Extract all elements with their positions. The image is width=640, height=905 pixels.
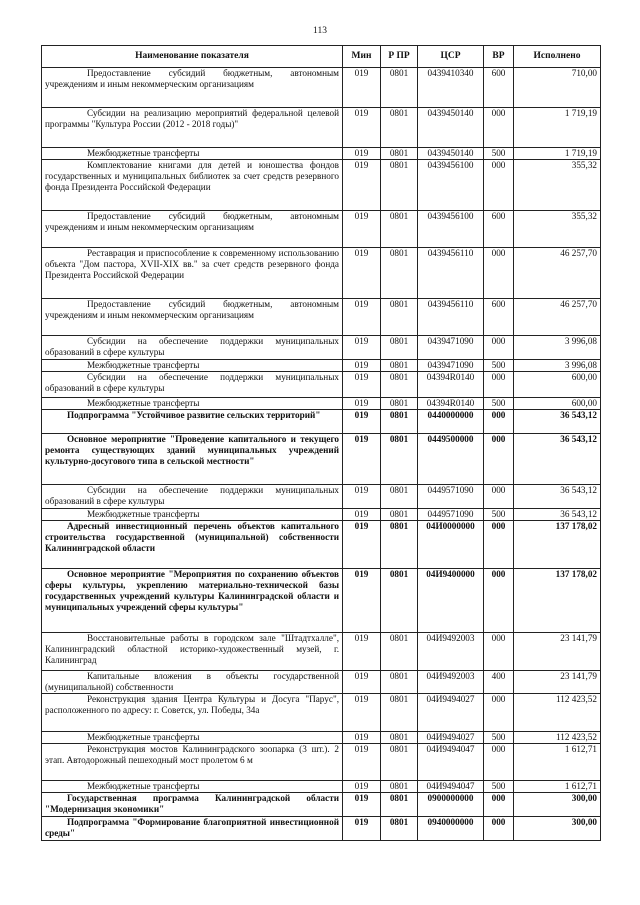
table-row [42,817,601,841]
row-done: 36 543,12 [514,410,601,434]
row-done: 3 996,08 [514,360,601,372]
table-row [42,633,601,671]
header-row [42,46,601,68]
row-min: 019 [343,732,381,744]
row-vr: 000 [484,633,514,671]
table-row [42,248,601,299]
row-min: 019 [343,211,381,248]
row-done: 36 543,12 [514,434,601,485]
table-row [42,694,601,732]
row-csr: 0439450140 [418,148,484,160]
row-rpr: 0801 [381,569,418,633]
row-csr: 04И0000000 [418,521,484,569]
row-csr: 0439456100 [418,160,484,211]
row-min: 019 [343,360,381,372]
row-min: 019 [343,793,381,817]
row-done: 137 178,02 [514,569,601,633]
row-name: Межбюджетные трансферты [42,148,343,160]
row-csr: 0449500000 [418,434,484,485]
row-csr: 0900000000 [418,793,484,817]
row-min: 019 [343,694,381,732]
row-csr: 0439450140 [418,108,484,148]
row-done: 23 141,79 [514,671,601,694]
row-csr: 0439471090 [418,360,484,372]
row-done: 710,00 [514,68,601,108]
table-row [42,211,601,248]
row-csr: 04И9494027 [418,694,484,732]
table-row [42,108,601,148]
row-name: Подпрограмма "Устойчивое развитие сельских территорий" [42,410,343,434]
row-vr: 000 [484,372,514,398]
budget-table [41,45,601,841]
row-name: Межбюджетные трансферты [42,398,343,410]
row-vr: 000 [484,817,514,841]
row-name: Межбюджетные трансферты [42,781,343,793]
row-csr: 0439456110 [418,299,484,336]
row-rpr: 0801 [381,248,418,299]
row-name: Субсидии на обеспечение поддержки муниципальных образований в сфере культуры [42,485,343,509]
row-done: 1 612,71 [514,781,601,793]
table-row [42,148,601,160]
row-name: Восстановительные работы в городском зале "Штадтхалле", Калининградский областной историко-художественный музей, г. Калининград [42,633,343,671]
table-row [42,434,601,485]
row-name: Межбюджетные трансферты [42,732,343,744]
row-rpr: 0801 [381,694,418,732]
row-vr: 000 [484,485,514,509]
row-done: 46 257,70 [514,299,601,336]
row-name: Государственная программа Калининградской области "Модернизация экономики" [42,793,343,817]
row-name: Основное мероприятие "Проведение капитального и текущего ремонта существующих зданий муниципальных учреждений культурно-досугового типа в сельской местности" [42,434,343,485]
table-row [42,336,601,360]
row-csr: 04И9494047 [418,781,484,793]
row-min: 019 [343,372,381,398]
row-csr: 0439410340 [418,68,484,108]
row-csr: 0940000000 [418,817,484,841]
row-vr: 000 [484,521,514,569]
table-row [42,671,601,694]
row-name: Межбюджетные трансферты [42,509,343,521]
row-csr: 04394R0140 [418,372,484,398]
row-rpr: 0801 [381,211,418,248]
row-done: 112 423,52 [514,694,601,732]
row-done: 112 423,52 [514,732,601,744]
row-vr: 500 [484,781,514,793]
row-csr: 04394R0140 [418,398,484,410]
row-csr: 0439456100 [418,211,484,248]
table-row [42,372,601,398]
row-vr: 600 [484,211,514,248]
row-csr: 0439471090 [418,336,484,360]
row-vr: 500 [484,732,514,744]
row-min: 019 [343,398,381,410]
row-vr: 000 [484,569,514,633]
table-row [42,521,601,569]
row-name: Межбюджетные трансферты [42,360,343,372]
row-rpr: 0801 [381,410,418,434]
row-min: 019 [343,633,381,671]
row-name: Подпрограмма "Формирование благоприятной инвестиционной среды" [42,817,343,841]
row-csr: 0449571090 [418,509,484,521]
header-csr: ЦСР [418,46,484,68]
row-vr: 000 [484,108,514,148]
row-name: Субсидии на обеспечение поддержки муниципальных образований в сфере культуры [42,372,343,398]
row-done: 1 612,71 [514,744,601,781]
row-done: 23 141,79 [514,633,601,671]
row-csr: 0440000000 [418,410,484,434]
row-rpr: 0801 [381,521,418,569]
table-row [42,485,601,509]
header-name: Наименование показателя [42,46,343,68]
row-rpr: 0801 [381,68,418,108]
row-vr: 000 [484,248,514,299]
table-row [42,299,601,336]
header-rpr: Р ПР [381,46,418,68]
table-row [42,68,601,108]
row-csr: 0449571090 [418,485,484,509]
row-min: 019 [343,108,381,148]
row-min: 019 [343,509,381,521]
row-vr: 000 [484,694,514,732]
row-done: 600,00 [514,398,601,410]
row-vr: 000 [484,160,514,211]
row-rpr: 0801 [381,485,418,509]
row-min: 019 [343,569,381,633]
row-done: 46 257,70 [514,248,601,299]
table-row [42,569,601,633]
row-min: 019 [343,817,381,841]
table-row [42,793,601,817]
row-name: Субсидии на обеспечение поддержки муниципальных образований в сфере культуры [42,336,343,360]
row-name: Основное мероприятие "Мероприятия по сохранению объектов сферы культуры, укреплению материально-технической базы государственных учреждений культуры Калининградской области и муниципальных учреждений сферы культуры" [42,569,343,633]
row-vr: 600 [484,299,514,336]
row-rpr: 0801 [381,398,418,410]
row-vr: 000 [484,434,514,485]
row-rpr: 0801 [381,372,418,398]
table-row [42,360,601,372]
table-row [42,781,601,793]
row-min: 019 [343,485,381,509]
row-csr: 0439456110 [418,248,484,299]
row-rpr: 0801 [381,732,418,744]
row-vr: 600 [484,68,514,108]
row-vr: 500 [484,398,514,410]
header-vr: ВР [484,46,514,68]
row-vr: 500 [484,360,514,372]
row-min: 019 [343,744,381,781]
row-vr: 000 [484,744,514,781]
row-name: Предоставление субсидий бюджетным, автономным учреждениям и иным некоммерческим организациям [42,68,343,108]
row-rpr: 0801 [381,817,418,841]
table-row [42,509,601,521]
row-name: Адресный инвестиционный перечень объектов капитального строительства государственной (муниципальной) собственности Калининградской области [42,521,343,569]
row-vr: 000 [484,336,514,360]
row-vr: 500 [484,148,514,160]
row-csr: 04И9492003 [418,671,484,694]
row-csr: 04И9400000 [418,569,484,633]
table-row [42,732,601,744]
row-done: 36 543,12 [514,509,601,521]
row-vr: 000 [484,410,514,434]
row-rpr: 0801 [381,360,418,372]
row-min: 019 [343,671,381,694]
row-done: 300,00 [514,793,601,817]
row-name: Реконструкция здания Центра Культуры и Досуга "Парус", расположенного по адресу: г. Советск, ул. Победы, 34а [42,694,343,732]
row-done: 300,00 [514,817,601,841]
row-rpr: 0801 [381,336,418,360]
row-done: 36 543,12 [514,485,601,509]
row-min: 019 [343,434,381,485]
row-min: 019 [343,248,381,299]
row-name: Капитальные вложения в объекты государственной (муниципальной) собственности [42,671,343,694]
row-csr: 04И9494047 [418,744,484,781]
row-csr: 04И9492003 [418,633,484,671]
row-rpr: 0801 [381,793,418,817]
row-min: 019 [343,68,381,108]
table-row [42,398,601,410]
row-min: 019 [343,521,381,569]
header-done: Исполнено [514,46,601,68]
row-vr: 000 [484,793,514,817]
row-rpr: 0801 [381,434,418,485]
row-done: 600,00 [514,372,601,398]
row-rpr: 0801 [381,671,418,694]
row-done: 137 178,02 [514,521,601,569]
row-name: Субсидии на реализацию мероприятий федеральной целевой программы "Культура России (2012 - 2018 годы)" [42,108,343,148]
row-done: 355,32 [514,160,601,211]
row-name: Предоставление субсидий бюджетным, автономным учреждениям и иным некоммерческим организациям [42,211,343,248]
table-row [42,744,601,781]
page-number: 113 [313,26,327,36]
row-min: 019 [343,336,381,360]
row-min: 019 [343,781,381,793]
row-min: 019 [343,299,381,336]
row-name: Реставрация и приспособление к современному использованию объекта "Дом пастора, XVII-XIX вв." за счет средств резервного фонда Президента Российской Федерации [42,248,343,299]
row-rpr: 0801 [381,299,418,336]
row-rpr: 0801 [381,108,418,148]
row-vr: 400 [484,671,514,694]
row-min: 019 [343,160,381,211]
table-body [42,68,601,841]
row-rpr: 0801 [381,781,418,793]
table-row [42,160,601,211]
row-csr: 04И9494027 [418,732,484,744]
row-min: 019 [343,410,381,434]
row-name: Комплектование книгами для детей и юношества фондов государственных и муниципальных библиотек за счет средств резервного фонда Президента Российской Федерации [42,160,343,211]
header-min: Мин [343,46,381,68]
row-min: 019 [343,148,381,160]
row-rpr: 0801 [381,633,418,671]
row-done: 3 996,08 [514,336,601,360]
row-done: 1 719,19 [514,108,601,148]
row-name: Предоставление субсидий бюджетным, автономным учреждениям и иным некоммерческим организациям [42,299,343,336]
row-rpr: 0801 [381,509,418,521]
row-rpr: 0801 [381,744,418,781]
row-vr: 500 [484,509,514,521]
row-name: Реконструкция мостов Калининградского зоопарка (3 шт.). 2 этап. Автодорожный пешеходный мост пролетом 6 м [42,744,343,781]
row-rpr: 0801 [381,160,418,211]
row-rpr: 0801 [381,148,418,160]
row-done: 1 719,19 [514,148,601,160]
row-done: 355,32 [514,211,601,248]
table-row [42,410,601,434]
